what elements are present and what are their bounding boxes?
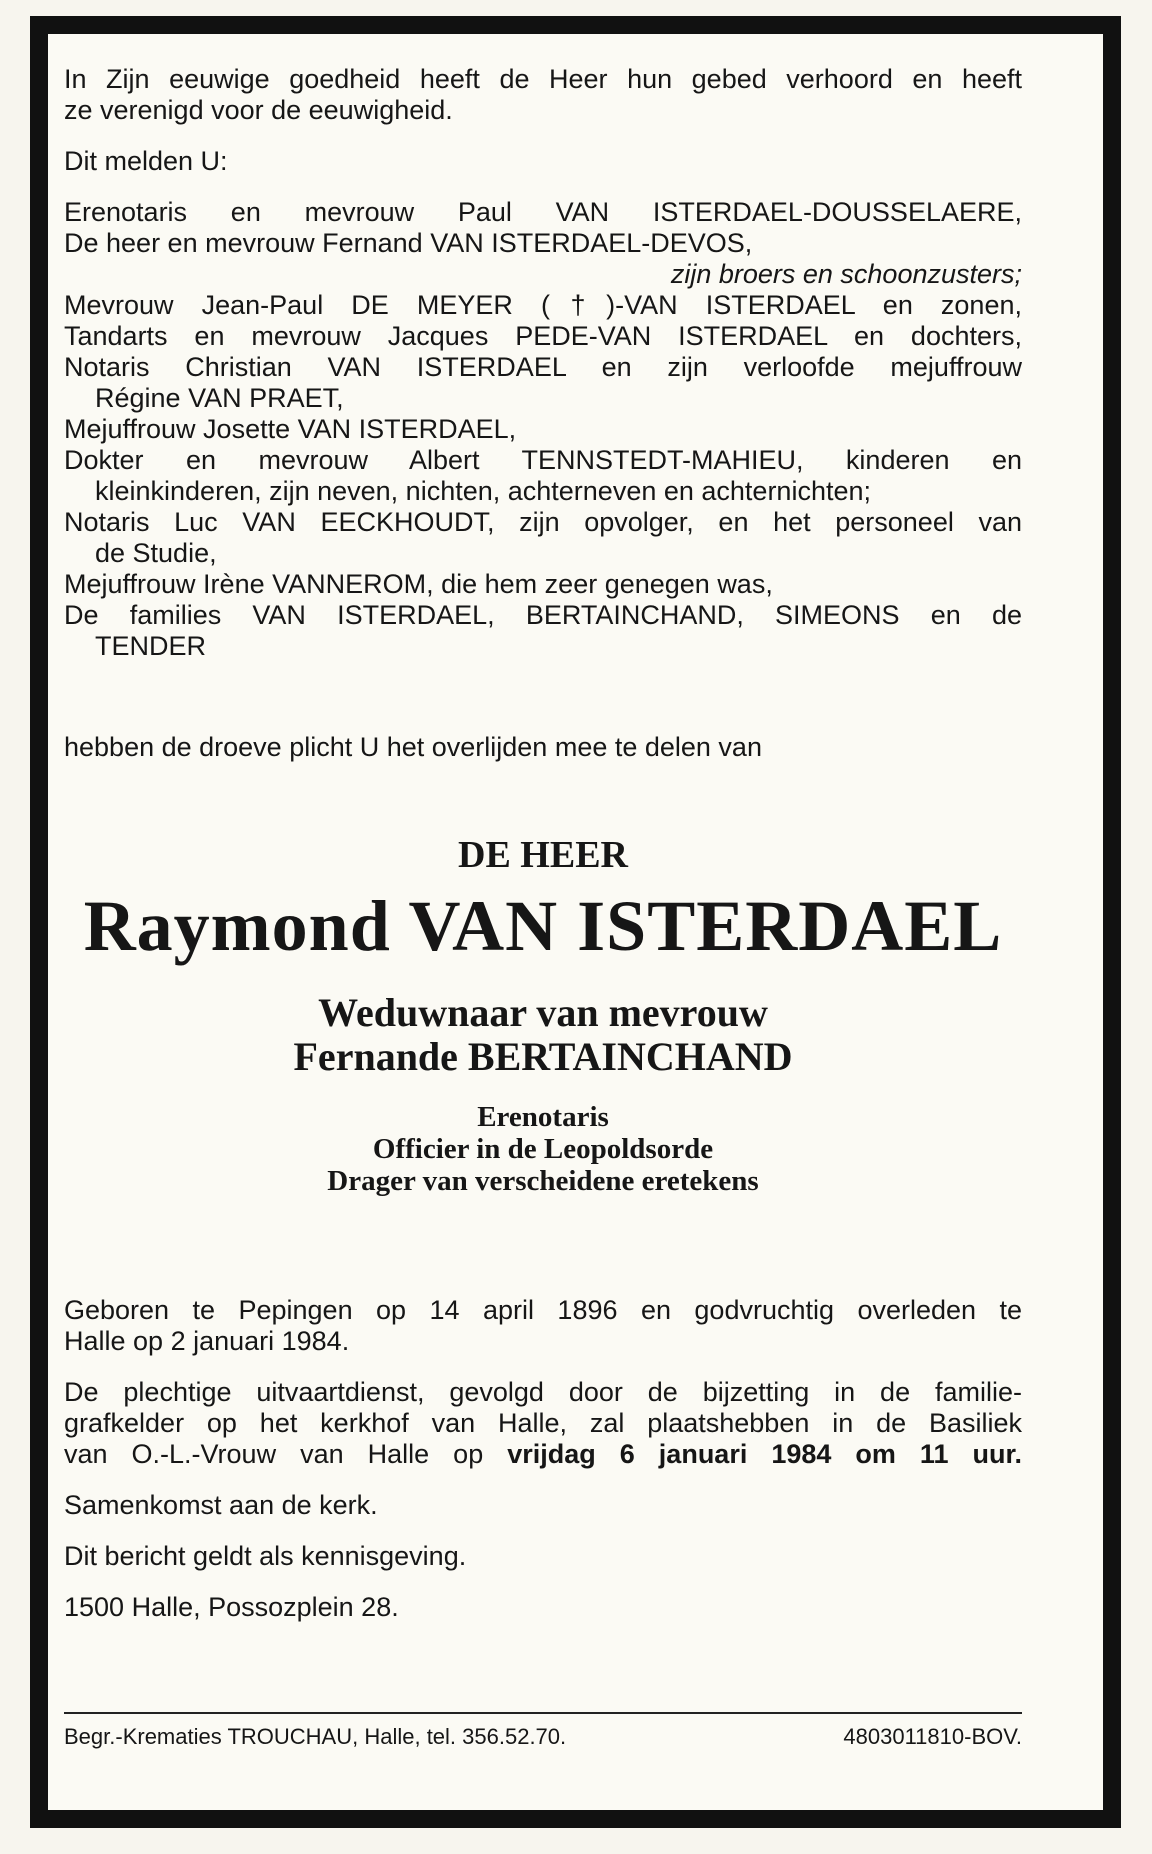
family-line: Dokter en mevrouw Albert TENNSTEDT-MAHIEU, kinderen en	[64, 445, 1022, 475]
family-line: Notaris Luc VAN EECKHOUDT, zijn opvolger, en het personeel van	[64, 507, 1022, 537]
announcers-heading: Dit melden U:	[64, 146, 228, 176]
gathering-line: Samenkomst aan de kerk.	[64, 1490, 378, 1520]
intro-line-2: ze verenigd voor de eeuwigheid.	[64, 95, 453, 125]
funeral-line-1: De plechtige uitvaartdienst, gevolgd door de bijzetting in de familie-	[64, 1377, 1022, 1407]
widower-line-2: Fernande BERTAINCHAND	[293, 1034, 793, 1079]
family-line: kleinkinderen, zijn neven, nichten, achterneven en achternichten;	[95, 476, 871, 506]
reference-number: 4803011810-BOV.	[843, 1724, 1022, 1749]
widower-line-1: Weduwnaar van mevrouw	[318, 990, 768, 1035]
family-line: zijn broers en schoonzusters;	[670, 259, 1022, 289]
family-line: de Studie,	[95, 538, 217, 568]
intro-line-1: In Zijn eeuwige goedheid heeft de Heer hun gebed verhoord en heeft	[64, 64, 1022, 94]
notice-line: Dit bericht geldt als kennisgeving.	[64, 1541, 467, 1571]
deceased-name: Raymond VAN ISTERDAEL	[83, 886, 1003, 966]
family-list	[64, 197, 1022, 662]
title-line-2: Officier in de Leopoldsorde	[372, 1133, 714, 1165]
title-line-3: Drager van verscheidene eretekens	[327, 1165, 759, 1197]
family-line: Régine VAN PRAET,	[95, 383, 344, 413]
family-line: Mejuffrouw Irène VANNEROM, die hem zeer genegen was,	[64, 569, 773, 599]
address-line: 1500 Halle, Possozplein 28.	[64, 1592, 399, 1622]
title-line-1: Erenotaris	[477, 1101, 609, 1133]
family-line: De heer en mevrouw Fernand VAN ISTERDAEL-DEVOS,	[64, 228, 753, 258]
born-line-2: Halle op 2 januari 1984.	[64, 1326, 350, 1356]
family-line: Tandarts en mevrouw Jacques PEDE-VAN ISTERDAEL en dochters,	[64, 321, 1022, 351]
obituary-text	[64, 64, 1022, 1623]
funeral-date: vrijdag 6 januari 1984 om 11 uur.	[507, 1439, 1022, 1469]
family-line: Mevrouw Jean-Paul DE MEYER (†)-VAN ISTERDAEL en zonen,	[64, 290, 1022, 320]
funeral-place: van O.-L.-Vrouw van Halle op	[64, 1439, 508, 1469]
deceased-title: DE HEER	[458, 834, 628, 876]
family-line: Mejuffrouw Josette VAN ISTERDAEL,	[64, 414, 517, 444]
family-line: De families VAN ISTERDAEL, BERTAINCHAND, SIMEONS en de	[64, 600, 1022, 630]
funeral-line-2: grafkelder op het kerkhof van Halle, zal plaatshebben in de Basiliek	[64, 1408, 1022, 1438]
footer	[64, 1712, 1022, 1750]
family-line: Erenotaris en mevrouw Paul VAN ISTERDAEL-DOUSSELAERE,	[64, 197, 1022, 227]
honorary-titles	[64, 1101, 1022, 1197]
family-line: Notaris Christian VAN ISTERDAEL en zijn verloofde mejuffrouw	[64, 352, 1022, 382]
undertaker-info: Begr.-Krematies TROUCHAU, Halle, tel. 356.52.70.	[64, 1724, 567, 1749]
funeral-line-3	[64, 1439, 1022, 1470]
born-line-1: Geboren te Pepingen op 14 april 1896 en godvruchtig overleden te	[64, 1295, 1022, 1325]
widower-of	[64, 991, 1022, 1079]
family-line: TENDER	[95, 631, 207, 661]
announcement-line: hebben de droeve plicht U het overlijden mee te delen van	[64, 732, 762, 762]
